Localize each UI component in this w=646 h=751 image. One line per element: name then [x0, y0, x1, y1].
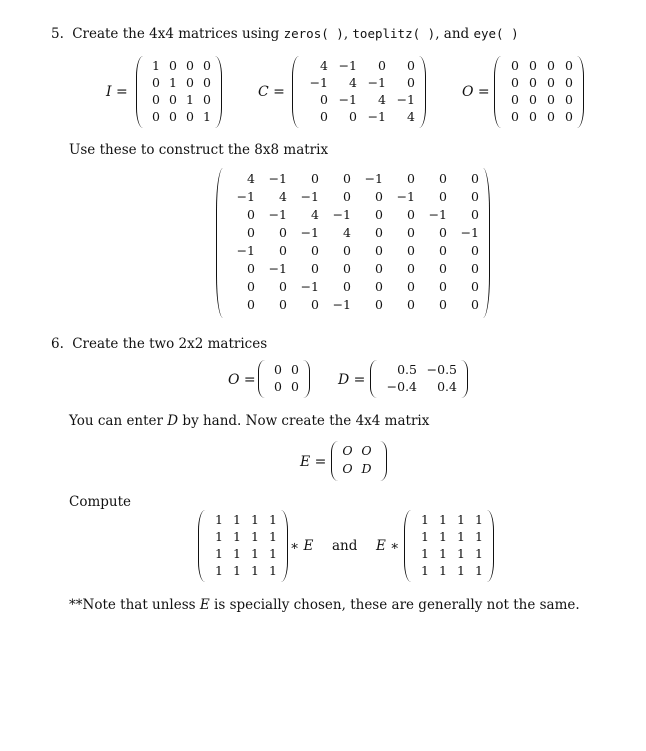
- matrix-cell: −0.4: [386, 379, 417, 394]
- label-D: D =: [338, 372, 366, 388]
- matrix-cell: 4: [311, 207, 319, 222]
- matrix-cell: 1: [421, 512, 429, 527]
- matrix-cell: 0: [169, 92, 177, 107]
- matrix-cell: 1: [421, 563, 429, 578]
- matrix-cell: 4: [349, 75, 357, 90]
- matrix-cell: −1: [364, 171, 383, 186]
- matrix-cell: 0: [375, 225, 383, 240]
- matrix-cell: 1: [215, 546, 223, 561]
- matrix-cell: 1: [421, 546, 429, 561]
- matrix-cell: 0: [471, 297, 479, 312]
- matrix-cell: 1: [457, 529, 465, 544]
- matrix-cell: −1: [300, 189, 319, 204]
- matrix-cell: 0: [547, 92, 555, 107]
- matrix-cell: O: [342, 443, 353, 458]
- matrix-cell: −1: [367, 109, 386, 124]
- problem-5-heading: [51, 26, 519, 42]
- matrix-cell: 4: [407, 109, 415, 124]
- matrix-cell: 1: [457, 512, 465, 527]
- fn-toeplitz: toeplitz( ): [352, 26, 436, 41]
- matrix-cell: 1: [233, 546, 241, 561]
- matrix-cell: 1: [233, 529, 241, 544]
- matrix-cell: 0: [247, 297, 255, 312]
- matrix-cell: 1: [457, 563, 465, 578]
- matrix-cell: 1: [475, 563, 483, 578]
- matrix-cell: 0: [274, 379, 282, 394]
- matrix-cell: 0: [203, 58, 211, 73]
- matrix-cell: 0: [349, 109, 357, 124]
- matrix-cell: 0: [320, 109, 328, 124]
- matrix-O: [494, 56, 584, 128]
- matrix-cell: 4: [279, 189, 287, 204]
- matrix-cell: 0: [311, 243, 319, 258]
- matrix-cell: 1: [251, 546, 259, 561]
- label-O: O =: [462, 84, 490, 100]
- E-times: E ∗: [376, 538, 400, 554]
- matrix-cell: 0: [375, 207, 383, 222]
- matrix-cell: −1: [367, 75, 386, 90]
- matrix-cell: 0: [439, 243, 447, 258]
- matrix-cell: 0: [439, 171, 447, 186]
- matrix-cell: 0: [511, 109, 519, 124]
- matrix-cell: 0: [407, 58, 415, 73]
- matrix-cell: 0.4: [437, 379, 457, 394]
- matrix-cell: 0: [274, 362, 282, 377]
- matrix-cell: 0: [186, 109, 194, 124]
- label-C: C =: [258, 84, 285, 100]
- matrix-cell: −1: [338, 92, 357, 107]
- matrix-cell: 0: [343, 279, 351, 294]
- comma: ,: [343, 26, 349, 42]
- matrix-cell: 0: [565, 92, 573, 107]
- matrix-cell: 0: [529, 58, 537, 73]
- matrix-cell: 1: [269, 546, 277, 561]
- matrix-cell: 0: [343, 171, 351, 186]
- matrix-cell: 0: [565, 75, 573, 90]
- matrix-cell: 1: [269, 512, 277, 527]
- matrix-cell: 0: [439, 261, 447, 276]
- matrix-cell: 0: [279, 279, 287, 294]
- matrix-C: [292, 56, 426, 128]
- matrix-cell: 0: [471, 261, 479, 276]
- matrix-ones-right: [404, 510, 494, 582]
- matrix-cell: 0: [203, 75, 211, 90]
- matrix-cell: 0: [311, 171, 319, 186]
- matrix-cell: 0: [152, 92, 160, 107]
- problem-number: 6.: [51, 336, 64, 352]
- matrix-cell: −1: [268, 207, 287, 222]
- problem-intro: Create the 4x4 matrices using: [72, 26, 280, 42]
- matrix-cell: −1: [338, 58, 357, 73]
- matrix-cell: 0: [279, 297, 287, 312]
- matrix-cell: 0: [247, 279, 255, 294]
- matrix-cell: 1: [251, 512, 259, 527]
- matrix-cell: 0: [547, 75, 555, 90]
- matrix-cell: 0: [529, 92, 537, 107]
- matrix-cell: 0: [279, 225, 287, 240]
- matrix-cell: 0: [375, 261, 383, 276]
- note-text: **Note that unless E is specially chosen, these are generally not the same.: [69, 597, 580, 613]
- matrix-cell: 0: [407, 261, 415, 276]
- matrix-cell: 0: [186, 75, 194, 90]
- matrix-cell: 0: [407, 243, 415, 258]
- construct-text: Use these to construct the 8x8 matrix: [69, 142, 329, 158]
- matrix-cell: 1: [186, 92, 194, 107]
- fn-eye: eye( ): [473, 26, 519, 41]
- matrix-cell: O: [342, 461, 353, 476]
- matrix-cell: 1: [439, 563, 447, 578]
- matrix-cell: 4: [247, 171, 255, 186]
- matrix-cell: −1: [396, 189, 415, 204]
- matrix-cell: 1: [251, 529, 259, 544]
- matrix-cell: 0: [320, 92, 328, 107]
- matrix-cell: 1: [251, 563, 259, 578]
- matrix-cell: 0: [378, 58, 386, 73]
- matrix-cell: −1: [332, 207, 351, 222]
- and-text: and: [332, 538, 358, 554]
- label-O2: O =: [228, 372, 256, 388]
- problem-number: 5.: [51, 26, 64, 42]
- matrix-cell: 1: [233, 512, 241, 527]
- matrix-cell: 0: [439, 279, 447, 294]
- matrix-cell: 0: [471, 279, 479, 294]
- matrix-cell: −1: [332, 297, 351, 312]
- matrix-cell: 0: [471, 243, 479, 258]
- matrix-cell: 1: [475, 529, 483, 544]
- matrix-cell: 0: [186, 58, 194, 73]
- matrix-cell: 0: [407, 207, 415, 222]
- matrix-cell: 4: [378, 92, 386, 107]
- matrix-cell: 0.5: [397, 362, 417, 377]
- matrix-cell: 1: [215, 563, 223, 578]
- matrix-cell: −0.5: [426, 362, 457, 377]
- matrix-cell: 1: [269, 529, 277, 544]
- matrix-cell: 0: [343, 243, 351, 258]
- matrix-cell: −1: [236, 189, 255, 204]
- matrix-cell: 1: [439, 546, 447, 561]
- matrix-cell: −1: [268, 261, 287, 276]
- matrix-cell: 0: [439, 297, 447, 312]
- matrix-cell: 0: [375, 297, 383, 312]
- matrix-cell: −1: [268, 171, 287, 186]
- matrix-cell: 1: [439, 529, 447, 544]
- matrix-cell: 0: [407, 75, 415, 90]
- matrix-cell: 0: [511, 92, 519, 107]
- problem-intro: Create the two 2x2 matrices: [72, 336, 268, 352]
- matrix-cell: 0: [152, 75, 160, 90]
- matrix-cell: 0: [407, 279, 415, 294]
- matrix-cell: 0: [471, 171, 479, 186]
- matrix-cell: O: [361, 443, 372, 458]
- matrix-cell: 1: [152, 58, 160, 73]
- matrix-cell: −1: [309, 75, 328, 90]
- matrix-cell: 1: [269, 563, 277, 578]
- matrix-cell: 1: [457, 546, 465, 561]
- matrix-cell: 0: [375, 189, 383, 204]
- matrix-cell: 0: [247, 225, 255, 240]
- matrix-cell: 0: [565, 109, 573, 124]
- matrix-cell: −1: [300, 225, 319, 240]
- matrix-cell: 0: [471, 189, 479, 204]
- matrix-cell: 0: [375, 243, 383, 258]
- matrix-cell: 0: [529, 109, 537, 124]
- matrix-cell: 1: [215, 529, 223, 544]
- matrix-E-block: [331, 441, 387, 481]
- label-I: I =: [106, 84, 128, 100]
- matrix-cell: 0: [439, 225, 447, 240]
- matrix-ones-left: [198, 510, 288, 582]
- matrix-cell: 0: [407, 297, 415, 312]
- matrix-cell: 0: [169, 109, 177, 124]
- matrix-cell: 4: [320, 58, 328, 73]
- matrix-cell: −1: [428, 207, 447, 222]
- compute-label: Compute: [69, 494, 132, 510]
- matrix-cell: 0: [203, 92, 211, 107]
- var-E: E: [199, 597, 210, 613]
- matrix-cell: 0: [547, 58, 555, 73]
- matrix-cell: 0: [511, 75, 519, 90]
- matrix-cell: 0: [471, 207, 479, 222]
- matrix-cell: 0: [407, 225, 415, 240]
- matrix-cell: 0: [343, 189, 351, 204]
- matrix-cell: 0: [291, 379, 299, 394]
- matrix-cell: 0: [279, 243, 287, 258]
- matrix-cell: 0: [439, 189, 447, 204]
- problem-6-heading: [51, 336, 267, 352]
- matrix-cell: 1: [169, 75, 177, 90]
- matrix-cell: 1: [203, 109, 211, 124]
- matrix-cell: 0: [529, 75, 537, 90]
- matrix-cell: 1: [233, 563, 241, 578]
- matrix-cell: 1: [421, 529, 429, 544]
- matrix-cell: −1: [300, 279, 319, 294]
- matrix-cell: 0: [343, 261, 351, 276]
- matrix-cell: 0: [169, 58, 177, 73]
- matrix-I: [136, 56, 222, 128]
- matrix-cell: 4: [343, 225, 351, 240]
- times-E: ∗ E: [290, 538, 314, 554]
- matrix-cell: 0: [247, 207, 255, 222]
- matrix-cell: D: [361, 461, 372, 476]
- comma-and: , and: [435, 26, 470, 42]
- matrix-cell: 0: [311, 297, 319, 312]
- matrix-cell: 0: [375, 279, 383, 294]
- matrix-cell: 1: [439, 512, 447, 527]
- matrix-cell: 1: [215, 512, 223, 527]
- matrix-cell: −1: [236, 243, 255, 258]
- matrix-cell: 1: [475, 546, 483, 561]
- label-E: E =: [300, 454, 327, 470]
- matrix-D: [370, 360, 468, 398]
- matrix-cell: 0: [311, 261, 319, 276]
- hand-text: You can enter D by hand. Now create the 4x4 matrix: [69, 413, 430, 429]
- var-D: D: [167, 413, 179, 429]
- matrix-cell: 1: [475, 512, 483, 527]
- matrix-cell: −1: [460, 225, 479, 240]
- matrix-cell: 0: [547, 109, 555, 124]
- fn-zeros: zeros( ): [283, 26, 344, 41]
- matrix-cell: 0: [511, 58, 519, 73]
- matrix-cell: −1: [396, 92, 415, 107]
- matrix-O2: [258, 360, 310, 398]
- matrix-cell: 0: [247, 261, 255, 276]
- matrix-cell: 0: [565, 58, 573, 73]
- matrix-cell: 0: [407, 171, 415, 186]
- matrix-cell: 0: [291, 362, 299, 377]
- matrix-cell: 0: [152, 109, 160, 124]
- matrix-8x8: [216, 168, 490, 318]
